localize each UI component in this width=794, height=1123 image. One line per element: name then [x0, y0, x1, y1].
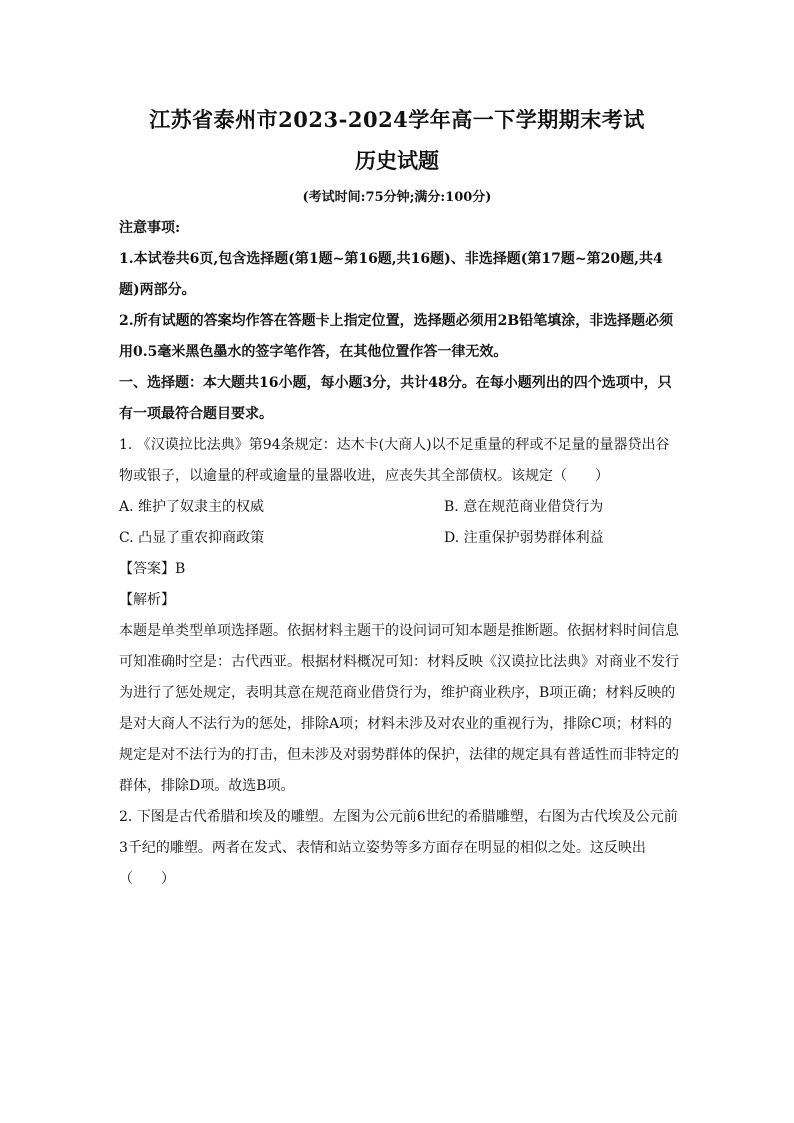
option-c: C. 凸显了重农抑商政策	[119, 530, 265, 546]
exam-meta: (考试时间:75分钟;满分:100分)	[302, 190, 492, 205]
question-1-analysis: 本题是单类型单项选择题。依据材料主题干的设问词可知本题是推断题。依据材料时间信息可知准确时空是：古代西亚。根据材料概况可知：材料反映《汉谟拉比法典》对商业不发行为进行了惩处规定，表明其意在规范商业借贷行为，维护商业秩序，B项正确；材料反映的是对大商人不法行为的惩处，排除A项；材料未涉及对农业的重视行为，排除C项；材料的规定是对不法行为的打击，但未涉及对弱势群体的保护，法律的规定具有普适性而非特定的群体，排除D项。故选B项。	[119, 623, 679, 794]
question-1-stem: 1. 《汉谟拉比法典》第94条规定：达木卡(大商人)以不足重量的秤或不足量的量器贷出谷物或银子，以逾量的秤或逾量的量器收进，应丧失其全部债权。该规定（ ）	[119, 437, 670, 484]
question-1-answer: 【答案】B	[119, 561, 186, 577]
option-b: B. 意在规范商业借贷行为	[444, 499, 604, 515]
question-1-options-row-2	[119, 523, 679, 554]
question-1-analysis-label: 【解析】	[119, 592, 175, 608]
notes-item-1: 1.本试卷共6页,包含选择题(第1题~第16题,共16题)、非选择题(第17题~第20题,共4题)两部分。	[119, 251, 663, 298]
question-2-stem: 2. 下图是古代希腊和埃及的雕塑。左图为公元前6世纪的希腊雕塑，右图为古代埃及公元前3千纪的雕塑。两者在发式、表情和站立姿势等多方面存在明显的相似之处。这反映出（ ）	[119, 809, 678, 887]
exam-subtitle: 历史试题	[355, 148, 439, 173]
section-heading: 一、选择题：本大题共16小题，每小题3分，共计48分。在每小题列出的四个选项中，只有一项最符合题目要求。	[119, 375, 672, 422]
notes-heading: 注意事项:	[119, 220, 181, 236]
option-d: D. 注重保护弱势群体利益	[444, 530, 604, 546]
question-1-options-row-1	[119, 492, 679, 523]
notes-item-2: 2.所有试题的答案均作答在答题卡上指定位置，选择题必须用2B铅笔填涂，非选择题必须用0.5毫米黑色墨水的签字笔作答，在其他位置作答一律无效。	[119, 313, 674, 360]
exam-title: 江苏省泰州市2023-2024学年高一下学期期末考试	[149, 107, 645, 132]
option-a: A. 维护了奴隶主的权威	[119, 499, 265, 515]
